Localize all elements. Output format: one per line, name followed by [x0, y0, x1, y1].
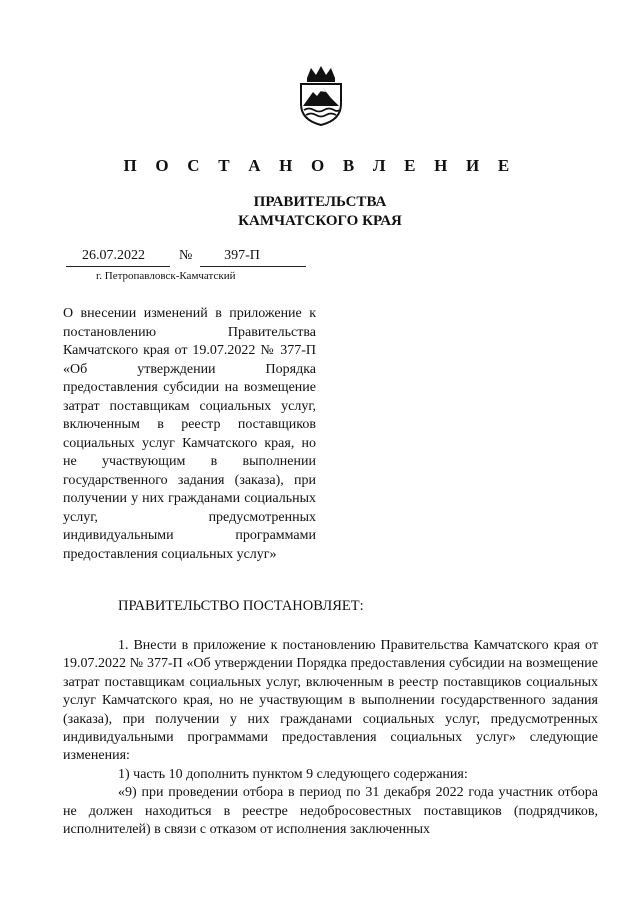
document-subject: [63, 305, 316, 564]
document-date: 26.07.2022: [82, 248, 145, 263]
date-underline: [66, 266, 170, 267]
number-sign: №: [179, 248, 193, 263]
subject-text: О внесении изменений в приложение к постановлению Правительства Камчатского края от 19.07.2022 № 377-П «Об утверждении Порядка предоставления субсидии на возмещение затрат поставщикам социальных услуг, включенным в реестр поставщиков социальных услуг Камчатского края, но не участвующим в выполнении государственного задания (заказа), при получении у них гражданами социальных услуг, предусмотренных индивидуальными программами: [63, 306, 316, 543]
kamchatka-coat-of-arms-icon: [297, 66, 345, 126]
document-body: [63, 637, 598, 839]
document-type-title: П О С Т А Н О В Л Е Н И Е: [123, 156, 517, 175]
number-underline: [200, 266, 306, 267]
document-number: 397-П: [224, 248, 260, 263]
subject-last-line: предоставления социальных услуг»: [63, 546, 277, 562]
resolves-heading: ПРАВИТЕЛЬСТВО ПОСТАНОВЛЯЕТ:: [118, 598, 364, 614]
city-label: г. Петропавловск-Камчатский: [96, 270, 236, 282]
issuer-line-2: КАМЧАТСКОГО КРАЯ: [238, 213, 402, 229]
body-paragraph: 1. Внести в приложение к постановлению Правительства Камчатского края от 19.07.2022 № 377-П «Об утверждении Порядка предоставления субсидии на возмещение затрат поставщикам социальных услуг, включенным в реестр поставщиков социальных услуг Камчатского края, но не участвующим в выполнении государственного задания (заказа), при получении у них гражданами социальных услуг, предусмотренных индивидуальными программами предоставления социальных услуг» следующие изменения:: [63, 638, 598, 764]
body-paragraph: «9) при проведении отбора в период по 31 декабря 2022 года участник отбора не должен находиться в реестре недобросовестных поставщиков (подрядчиков, исполнителей) в связи с отказом от исполнения заключенных: [63, 785, 598, 838]
body-paragraph: 1) часть 10 дополнить пунктом 9 следующего содержания:: [118, 766, 468, 782]
issuer-line-1: ПРАВИТЕЛЬСТВА: [253, 194, 387, 210]
